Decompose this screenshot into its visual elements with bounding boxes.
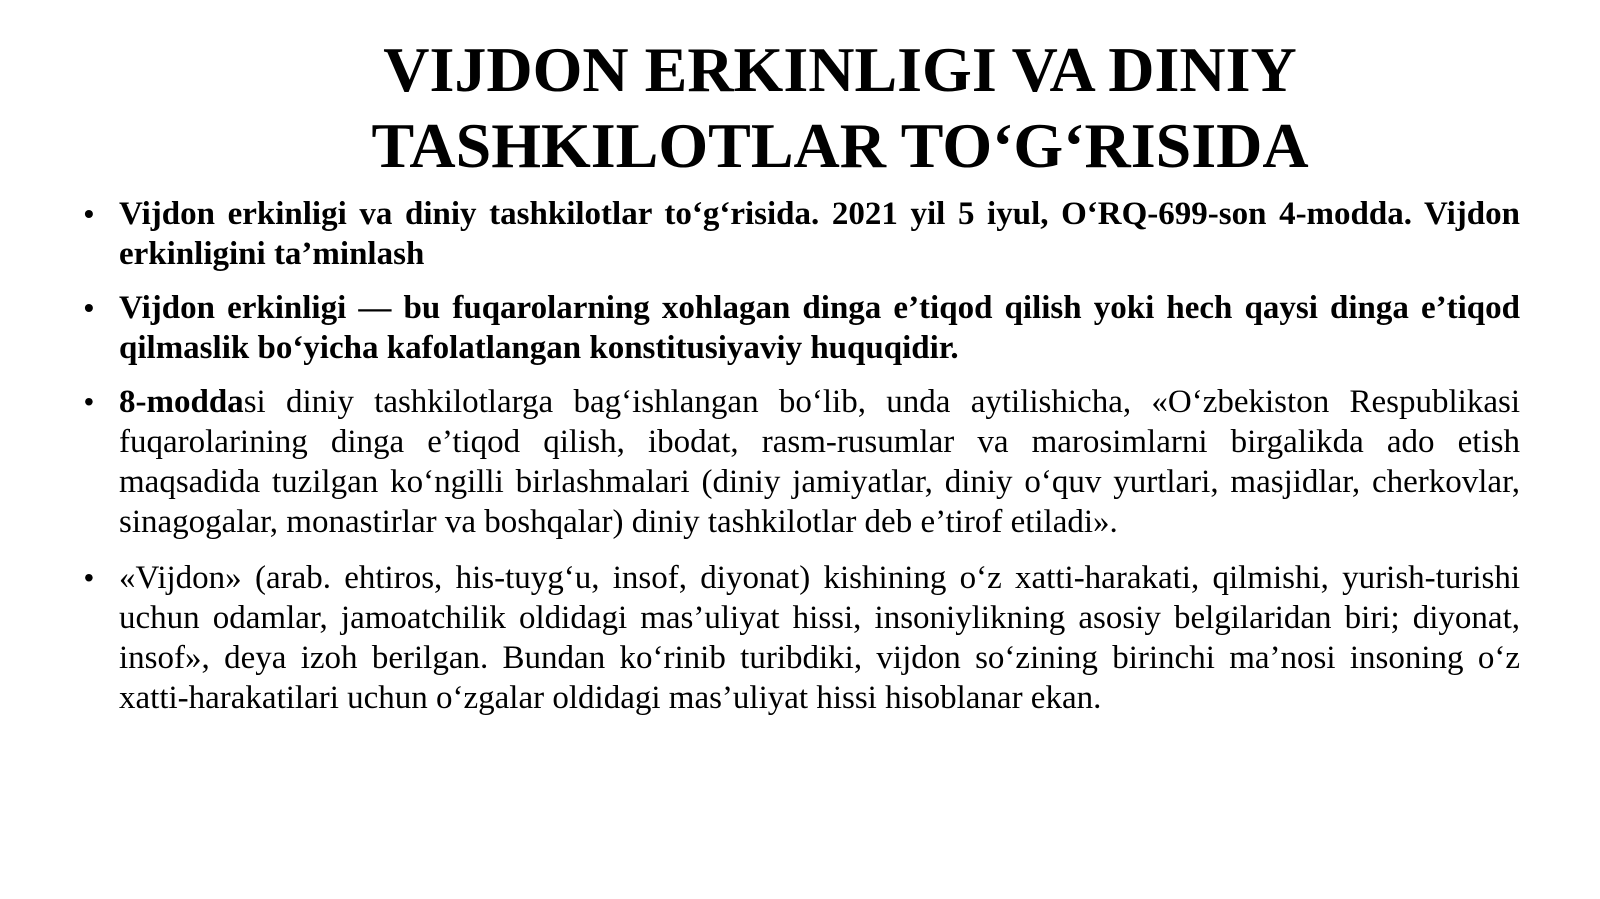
bullet-item-article-8 (82, 382, 1520, 542)
bullet-marker: • (84, 386, 94, 417)
bullet-marker: • (84, 292, 94, 323)
bullet-marker: • (84, 198, 94, 229)
bullet-item-law-reference (82, 194, 1520, 274)
slide-title-line-1: VIJDON ERKINLIGI VA DINIY (383, 34, 1297, 105)
slide-title (280, 32, 1400, 184)
bullet-item-vijdon-meaning (82, 558, 1520, 718)
bullet-marker: • (84, 562, 94, 593)
bullet-text: Vijdon erkinligi va diniy tashkilotlar to‘g‘risida. 2021 yil 5 iyul, O‘RQ-699-son 4-modda. Vijdon erkinligini ta’minlash (119, 196, 1520, 272)
bullet-text: «Vijdon» (arab. ehtiros, his-tuyg‘u, insof, diyonat) kishining o‘z xatti-harakati, qilmishi, yurish-turishi uchun odamlar, jamoatchilik oldidagi mas’uliyat hissi, insoniylikning asosiy belgilaridan biri; diyonat, insof», deya izoh berilgan. Bundan ko‘rinib turibdiki, vijdon so‘zining birinchi ma’nosi insoning o‘z xatti-harakatilari uchun o‘zgalar oldidagi mas’uliyat hissi hisoblanar ekan. (119, 560, 1520, 716)
bullet-text: si diniy tashkilotlarga bag‘ishlangan bo‘lib, unda aytilishicha, «O‘zbekiston Respublikasi fuqarolarining dinga e’tiqod qilish, ibodat, rasm-rusumlar va marosimlarni birgalikda ado etish maqsadida tuzilgan ko‘ngilli birlashmalari (diniy jamiyatlar, diniy o‘quv yurtlari, masjidlar, cherkovlar, sinagogalar, monastirlar va boshqalar) diniy tashkilotlar deb e’tirof etiladi». (119, 384, 1520, 540)
bullet-item-definition (82, 288, 1520, 368)
bullet-lead-bold: 8-modda (119, 384, 244, 420)
bullet-text: Vijdon erkinligi — bu fuqarolarning xohlagan dinga e’tiqod qilish yoki hech qaysi dinga e’tiqod qilmaslik bo‘yicha kafolatlangan konstitusiyaviy huquqidir. (119, 290, 1520, 366)
bullet-list (82, 194, 1520, 718)
slide-title-line-2: TASHKILOTLAR TO‘G‘RISIDA (371, 110, 1309, 181)
